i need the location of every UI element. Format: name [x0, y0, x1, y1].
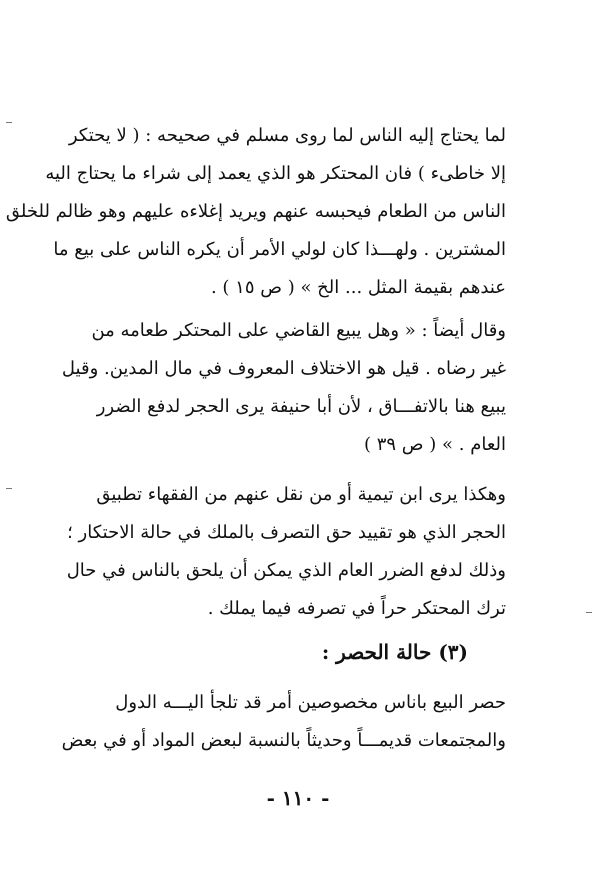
text-line: المشترين . ولهـــذا كان لولي الأمر أن يكره الناس على بيع ما [53, 239, 506, 260]
heading-text: (٣) حالة الحصر : [321, 640, 468, 664]
text-line: ترك المحتكر حراً في تصرفه فيما يملك . [207, 598, 506, 619]
scan-edge-mark [586, 612, 592, 613]
text-line: يبيع هنا بالاتفـــاق ، لأن أبا حنيفة يرى الحجر لدفع الضرر [96, 396, 506, 417]
page-number: - ١١٠ - [266, 786, 330, 810]
scan-edge-mark [6, 122, 12, 123]
text-line: وذلك لدفع الضرر العام الذي يمكن أن يلحق بالناس في حال [66, 560, 506, 581]
text-line: عندهم بقيمة المثل ... الخ » ( ص ١٥ ) . [210, 277, 506, 298]
text-line: العام . » ( ص ٣٩ ) [363, 434, 506, 455]
text-line: الناس من الطعام فيحبسه عنهم ويريد إغلاءه عليهم وهو ظالم للخلق [5, 201, 506, 222]
paragraph-3 [66, 484, 506, 636]
text-line: إلا خاطىء ) فان المحتكر هو الذي يعمد إلى شراء ما يحتاج اليه [45, 163, 506, 184]
text-line: حصر البيع باناس مخصوصين أمر قد تلجأ اليـــه الدول [115, 692, 506, 713]
text-line: وهكذا يرى ابن تيمية أو من نقل عنهم من الفقهاء تطبيق [96, 484, 506, 505]
text-line: والمجتمعات قديمـــاً وحديثاً بالنسبة لبعض المواد أو في بعض [61, 730, 506, 751]
scan-edge-mark [6, 488, 12, 489]
section-heading [88, 640, 468, 670]
paragraph-4 [61, 692, 506, 772]
paragraph-2 [61, 320, 506, 472]
text-line: الحجر الذي هو تقييد حق التصرف بالملك في حالة الاحتكار ؛ [67, 522, 506, 543]
paragraph-1 [5, 125, 506, 315]
text-line: وقال أيضاً : « وهل يبيع القاضي على المحتكر طعامه من [91, 320, 506, 341]
text-line: لما يحتاج إليه الناس لما روى مسلم في صحيحه : ( لا يحتكر [68, 125, 506, 146]
text-line: غير رضاه . قيل هو الاختلاف المعروف في مال المدين. وقيل [61, 358, 506, 379]
